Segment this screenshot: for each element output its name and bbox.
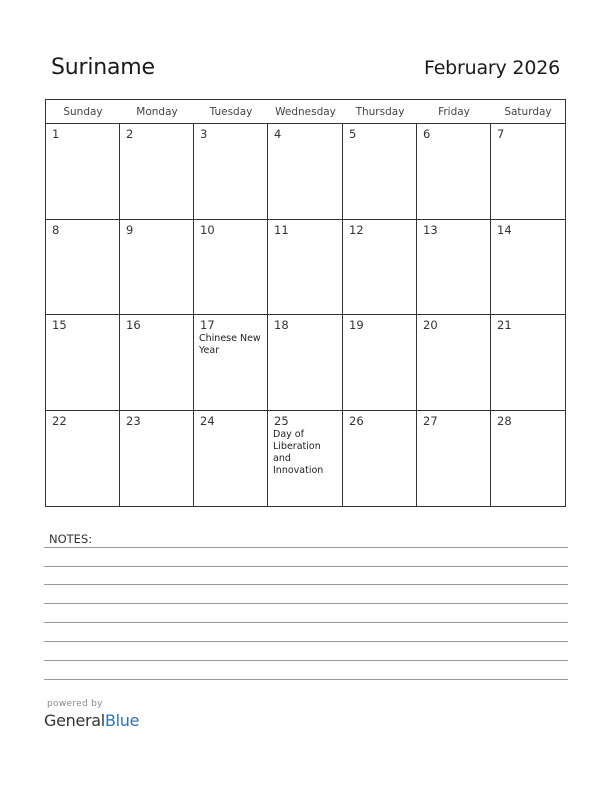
day-cell[interactable] bbox=[343, 411, 417, 507]
note-line bbox=[44, 547, 568, 548]
day-number: 26 bbox=[349, 413, 364, 428]
day-number: 9 bbox=[126, 222, 134, 237]
day-number: 24 bbox=[200, 413, 215, 428]
day-number: 1 bbox=[52, 127, 60, 141]
day-cell[interactable] bbox=[491, 411, 565, 507]
day-number: 6 bbox=[423, 127, 431, 141]
day-cell[interactable] bbox=[417, 315, 491, 410]
day-number: 14 bbox=[497, 222, 512, 237]
day-number: 12 bbox=[349, 222, 364, 237]
note-line bbox=[44, 641, 568, 642]
day-number: 13 bbox=[423, 222, 438, 237]
day-cell[interactable] bbox=[46, 220, 120, 315]
day-number: 17 bbox=[200, 318, 215, 332]
day-cell[interactable] bbox=[417, 411, 491, 507]
day-number: 21 bbox=[497, 318, 512, 332]
day-number: 10 bbox=[200, 222, 215, 237]
weekday-monday: Monday bbox=[136, 106, 178, 118]
day-cell[interactable] bbox=[343, 124, 417, 219]
week-row bbox=[46, 220, 565, 316]
day-number: 2 bbox=[126, 127, 134, 141]
day-number: 28 bbox=[497, 413, 512, 428]
calendar-days bbox=[46, 124, 565, 506]
day-cell[interactable] bbox=[268, 315, 343, 410]
day-cell[interactable] bbox=[194, 220, 268, 315]
note-line bbox=[44, 660, 568, 661]
day-cell[interactable] bbox=[491, 124, 565, 219]
week-row bbox=[46, 124, 565, 220]
notes-label: NOTES: bbox=[49, 532, 93, 546]
day-number: 22 bbox=[52, 413, 67, 428]
day-cell[interactable] bbox=[491, 315, 565, 410]
day-number: 19 bbox=[349, 318, 364, 332]
powered-by-text: powered by bbox=[47, 699, 103, 709]
logo-text-general: General bbox=[44, 711, 105, 730]
day-cell[interactable] bbox=[417, 220, 491, 315]
day-number: 8 bbox=[52, 222, 60, 237]
day-cell[interactable] bbox=[417, 124, 491, 219]
day-cell[interactable] bbox=[46, 315, 120, 410]
weekday-tuesday: Tuesday bbox=[209, 106, 253, 118]
day-cell[interactable] bbox=[46, 124, 120, 219]
weekday-saturday: Saturday bbox=[504, 106, 552, 118]
day-number: 15 bbox=[52, 318, 67, 332]
note-line bbox=[44, 622, 568, 623]
day-cell[interactable] bbox=[120, 220, 194, 315]
generalblue-logo[interactable] bbox=[44, 711, 139, 730]
weekday-friday: Friday bbox=[438, 106, 470, 118]
day-cell[interactable] bbox=[343, 315, 417, 410]
weekday-wednesday: Wednesday bbox=[275, 106, 336, 118]
day-cell[interactable] bbox=[46, 411, 120, 507]
note-line bbox=[44, 566, 568, 567]
day-cell[interactable] bbox=[194, 124, 268, 219]
day-number: 25 bbox=[274, 413, 289, 428]
day-number: 11 bbox=[274, 222, 289, 237]
day-number: 5 bbox=[349, 127, 357, 141]
day-number: 27 bbox=[423, 413, 438, 428]
day-cell[interactable] bbox=[343, 220, 417, 315]
week-row bbox=[46, 411, 565, 507]
day-cell[interactable] bbox=[491, 220, 565, 315]
note-line bbox=[44, 679, 568, 680]
week-row bbox=[46, 315, 565, 411]
day-number: 4 bbox=[274, 127, 282, 141]
day-number: 16 bbox=[126, 318, 141, 332]
day-cell[interactable] bbox=[194, 411, 268, 507]
country-title: Suriname bbox=[51, 55, 155, 80]
day-cell[interactable] bbox=[194, 315, 268, 410]
month-year-title: February 2026 bbox=[424, 57, 560, 79]
logo-text-blue: Blue bbox=[104, 711, 140, 730]
day-cell[interactable] bbox=[120, 124, 194, 219]
day-number: 20 bbox=[423, 318, 438, 332]
weekday-thursday: Thursday bbox=[355, 106, 405, 118]
holiday-label: Chinese New Year bbox=[199, 333, 261, 356]
day-number: 23 bbox=[126, 413, 141, 428]
holiday-label: Day of Liberation and Innovation bbox=[273, 428, 324, 476]
day-cell[interactable] bbox=[268, 411, 343, 507]
note-line bbox=[44, 584, 568, 585]
day-cell[interactable] bbox=[120, 411, 194, 507]
weekday-header-row bbox=[46, 100, 565, 124]
day-cell[interactable] bbox=[268, 124, 343, 219]
calendar-grid bbox=[45, 99, 566, 507]
day-number: 18 bbox=[274, 318, 289, 332]
day-cell[interactable] bbox=[120, 315, 194, 410]
day-number: 7 bbox=[497, 127, 505, 141]
weekday-sunday: Sunday bbox=[63, 106, 103, 118]
day-number: 3 bbox=[200, 127, 208, 141]
day-cell[interactable] bbox=[268, 220, 343, 315]
note-line bbox=[44, 603, 568, 604]
